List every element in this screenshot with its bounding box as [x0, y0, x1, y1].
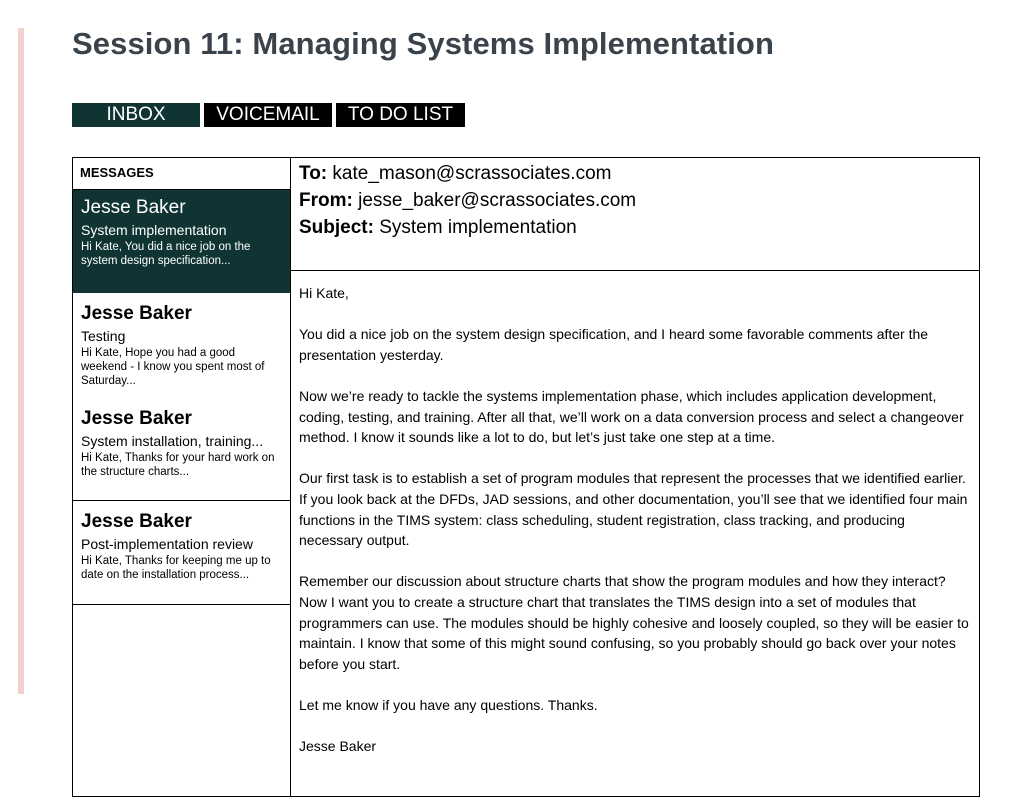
email-to-label: To:	[299, 163, 328, 184]
message-reader	[291, 158, 979, 796]
left-accent-bar	[18, 28, 24, 694]
message-item-system-implementation[interactable]	[73, 190, 290, 293]
message-item-system-installation[interactable]	[73, 402, 290, 479]
message-item-post-implementation-review[interactable]	[73, 505, 290, 582]
message-subject: Post-implementation review	[81, 536, 253, 552]
email-to-line	[299, 160, 979, 187]
message-preview: Hi Kate, You did a nice job on the system design specification...	[81, 241, 251, 267]
email-paragraph: Remember our discussion about structure charts that show the program modules and how they interact? Now I want you to create a structure chart that translates the TIMS design into a set of modules that programmers can use. The modules should be highly cohesive and loosely coupled, so they will be easier to maintain. I know that some of this might sound confusing, so you probably should go back over your notes before you start.	[299, 573, 969, 672]
email-subject: System implementation	[379, 217, 577, 238]
message-list	[73, 158, 291, 796]
email-to-address: kate_mason@scrassociates.com	[332, 163, 612, 184]
email-paragraph: Now we’re ready to tackle the systems implementation phase, which includes application development, coding, testing, and training. After all that, we’ll work on a data conversion process and select a changeover method. I know it sounds like a lot to do, but let’s just take one step at a time.	[299, 387, 964, 446]
tab-to-do-list[interactable]: TO DO LIST	[336, 103, 465, 127]
email-signature: Jesse Baker	[299, 738, 377, 755]
email-subject-line	[299, 214, 979, 241]
message-group	[73, 293, 290, 501]
tab-inbox[interactable]: INBOX	[72, 103, 200, 127]
email-subject-label: Subject:	[299, 217, 374, 238]
email-from-line	[299, 187, 979, 214]
message-sender: Jesse Baker	[81, 197, 186, 218]
message-list-header: MESSAGES	[73, 158, 290, 190]
message-subject: System installation, training...	[81, 433, 264, 449]
message-subject: System implementation	[81, 222, 227, 238]
email-greeting: Hi Kate,	[299, 285, 349, 301]
tab-voicemail[interactable]: VOICEMAIL	[204, 103, 332, 127]
message-group	[73, 501, 290, 605]
message-preview: Hi Kate, Thanks for keeping me up to date on the installation process...	[81, 555, 271, 581]
email-from-label: From:	[299, 190, 353, 211]
email-header	[291, 158, 979, 271]
message-sender: Jesse Baker	[81, 408, 192, 429]
message-item-testing[interactable]	[73, 297, 290, 388]
email-paragraph: Our first task is to establish a set of program modules that represent the processes that we identified earlier. If you look back at the DFDs, JAD sessions, and other documentation, you’ll see that we identified four main functions in the TIMS system: class scheduling, student registration, class tracking, and producing necessary output.	[299, 470, 968, 549]
message-preview: Hi Kate, Thanks for your hard work on the structure charts...	[81, 452, 275, 478]
tab-bar	[72, 103, 465, 127]
email-from-address: jesse_baker@scrassociates.com	[358, 190, 637, 211]
mail-client	[72, 157, 980, 797]
message-subject: Testing	[81, 328, 126, 344]
email-paragraph: You did a nice job on the system design specification, and I heard some favorable comments after the presentation yesterday.	[299, 326, 929, 363]
page-title: Session 11: Managing Systems Implementation	[72, 26, 774, 61]
email-paragraph: Let me know if you have any questions. Thanks.	[299, 696, 598, 713]
message-sender: Jesse Baker	[81, 511, 192, 532]
email-body	[291, 271, 979, 757]
message-sender: Jesse Baker	[81, 303, 192, 324]
message-preview: Hi Kate, Hope you had a good weekend - I know you spent most of Saturday...	[81, 347, 265, 387]
